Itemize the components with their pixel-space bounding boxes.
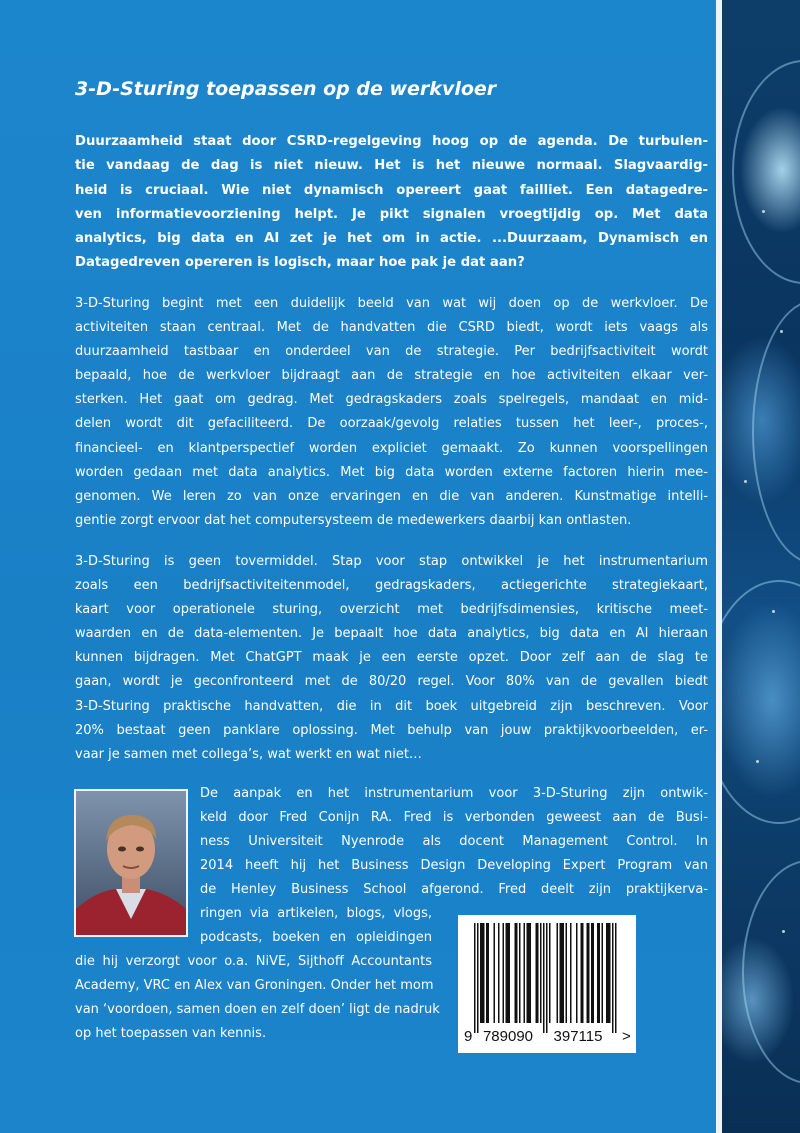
- text-line: tie vandaag de dag is niet nieuw. Het is het nieuwe normaal. Slagvaardig-: [75, 158, 708, 174]
- barcode-left-digits: 789090: [482, 1028, 534, 1045]
- author-bio-middle: [200, 902, 432, 950]
- barcode-bar: [566, 923, 568, 1023]
- intro-paragraph: [75, 130, 708, 276]
- barcode-right-digits: 397115: [553, 1028, 603, 1045]
- text-line: gaan, wordt je geconfronteerd met de 80/20 regel. Voor 80% van de gevallen biedt: [75, 674, 708, 690]
- barcode-bar: [557, 923, 559, 1023]
- barcode-bar: [477, 923, 479, 1033]
- text-line: genomen. We leren zo van onze ervaringen en die van anderen. Kunstmatige intelli-: [75, 488, 708, 504]
- text-line: kaart voor operationele sturing, overzicht met bedrijfsdimensies, kritische meet-: [75, 602, 708, 618]
- body-paragraph-2: [75, 550, 708, 767]
- barcode-bar: [597, 923, 599, 1023]
- text-line: sterken. Het gaat om gedrag. Met gedragskaders zoals spelregels, mandaat en mid-: [75, 392, 708, 408]
- barcode-bar: [609, 923, 611, 1023]
- barcode-bar: [483, 923, 485, 1023]
- barcode-bar: [576, 923, 578, 1023]
- barcode-bar: [527, 923, 529, 1023]
- barcode-bar: [516, 923, 518, 1023]
- text-line: Datagedreven opereren is logisch, maar hoe pak je dat aan?: [75, 255, 525, 271]
- text-line: 3-D-Sturing is geen tovermiddel. Stap voor stap ontwikkel je het instrumentarium: [75, 554, 708, 569]
- barcode-bar: [530, 923, 532, 1023]
- barcode-bar: [560, 923, 562, 1023]
- barcode-bar: [563, 923, 565, 1023]
- barcode-bar: [602, 923, 604, 1023]
- barcode-bar: [606, 923, 608, 1023]
- text-line: de Henley Business School afgerond. Fred deelt zijn praktijkerva-: [200, 882, 708, 897]
- barcode-bar: [561, 923, 563, 1023]
- barcode-bar: [599, 923, 601, 1023]
- barcode-bar: [498, 923, 500, 1023]
- text-line: kunnen bijdragen. Met ChatGPT maak je een eerste opzet. Door zelf aan de slag te: [75, 650, 708, 666]
- author-photo: [74, 789, 188, 937]
- author-bio-bottom: [75, 950, 440, 1046]
- barcode-bar: [588, 923, 590, 1023]
- text-line: op het toepassen van kennis.: [75, 1026, 267, 1041]
- text-line: Duurzaamheid staat door CSRD-regelgeving hoog op de agenda. De turbulen-: [75, 134, 708, 149]
- decorative-dot: [780, 330, 783, 333]
- decorative-arc: [722, 580, 800, 824]
- isbn-barcode: [458, 915, 636, 1053]
- barcode-bar: [488, 923, 490, 1023]
- barcode-bars: [474, 923, 617, 1033]
- text-line: 3-D-Sturing praktische handvatten, die in dit boek uitgebreid zijn beschreven. Voor: [75, 698, 708, 714]
- text-line: De aanpak en het instrumentarium voor 3-D-Sturing zijn ontwik-: [200, 786, 708, 801]
- barcode-bar: [507, 923, 509, 1023]
- barcode-bar: [536, 923, 538, 1023]
- tech-background-panel: [722, 0, 800, 1133]
- barcode-bar: [612, 923, 614, 1033]
- barcode-bar: [503, 923, 505, 1023]
- text-line: podcasts, boeken en opleidingen: [200, 930, 432, 945]
- text-line: ven informatievoorziening helpt. Je pikt signalen vroegtijdig op. Met data: [75, 206, 708, 222]
- author-bio-top: [200, 782, 708, 902]
- barcode-bar: [570, 923, 572, 1023]
- text-line: bepaald, hoe de werkvloer bijdraagt aan de strategie en hoe activiteiten elkaar ver-: [75, 368, 708, 384]
- barcode-bar: [543, 923, 545, 1033]
- barcode-bar: [509, 923, 511, 1023]
- text-line: vaar je samen met collega’s, wat werkt en wat niet…: [75, 746, 422, 762]
- barcode-bar: [537, 923, 539, 1023]
- text-line: duurzaamheid tastbaar en onderdeel van de strategie. Per bedrijfsactiviteit wordt: [75, 344, 708, 360]
- barcode-bar: [582, 923, 584, 1023]
- text-line: die hij verzorgt voor o.a. NiVE, Sijthoff Accountants: [75, 954, 432, 969]
- text-line: 3-D-Sturing begint met een duidelijk beeld van wat wij doen op de werkvloer. De: [75, 296, 708, 311]
- barcode-bar: [540, 923, 542, 1023]
- barcode-bar: [486, 923, 488, 1023]
- decorative-arc: [752, 300, 800, 564]
- text-line: gentie zorgt ervoor dat het computersysteem de medewerkers daarbij kan ontlasten.: [75, 512, 632, 528]
- decorative-dot: [772, 610, 775, 613]
- decorative-dot: [782, 930, 785, 933]
- barcode-bar: [482, 923, 484, 1023]
- text-line: heid is cruciaal. Wie niet dynamisch opereert gaat failliet. Een datagedre-: [75, 182, 708, 198]
- barcode-bar: [615, 923, 617, 1033]
- decorative-dot: [756, 760, 759, 763]
- text-line: analytics, big data en AI zet je het om in actie. ...Duurzaam, Dynamisch en: [75, 231, 708, 247]
- barcode-graphic: [458, 915, 636, 1053]
- decorative-dot: [762, 210, 765, 213]
- barcode-bar: [506, 923, 508, 1023]
- decorative-arc: [742, 860, 800, 1084]
- barcode-bar: [587, 923, 589, 1023]
- barcode-bar: [515, 923, 517, 1023]
- barcode-bar: [474, 923, 476, 1033]
- barcode-bar: [494, 923, 496, 1023]
- page-title: 3-D-Sturing toepassen op de werkvloer: [75, 78, 497, 100]
- body-paragraph-1: [75, 292, 708, 533]
- text-line: zoals een bedrijfsactiviteitenmodel, gedragskaders, actiegerichte strategiekaart,: [75, 578, 708, 594]
- decorative-arc: [732, 60, 800, 284]
- text-line: financieel- en klantperspectief worden expliciet gemaakt. Zo kunnen voorspellingen: [75, 440, 708, 456]
- barcode-bar: [593, 923, 595, 1023]
- text-line: delen wordt dit gefaciliteerd. De oorzaak/gevolg relaties tussen het leer-, proces-,: [75, 416, 708, 432]
- author-portrait-illustration: [76, 791, 186, 935]
- barcode-bar: [480, 923, 482, 1023]
- barcode-bar: [528, 923, 530, 1023]
- barcode-bar: [519, 923, 521, 1023]
- barcode-first-digit: 9: [464, 1028, 473, 1045]
- barcode-bar: [581, 923, 583, 1023]
- barcode-bar: [608, 923, 610, 1023]
- text-line: van ‘voordoen, samen doen en zelf doen’ ligt de nadruk: [75, 1002, 440, 1017]
- text-line: 20% bestaat geen panklare oplossing. Met behulp van jouw praktijkvoorbeelden, er-: [75, 722, 708, 738]
- text-line: keld door Fred Conijn RA. Fred is verbonden geweest aan de Busi-: [200, 810, 708, 825]
- text-line: waarden en de data-elementen. Je bepaalt hoe data analytics, big data en AI hieraan: [75, 626, 708, 642]
- text-line: activiteiten staan centraal. Met de handvatten die CSRD biedt, wordt iets vaags als: [75, 320, 708, 336]
- text-line: worden gedaan met data analytics. Met big data worden externe factoren hierin mee-: [75, 464, 708, 480]
- text-line: Academy, VRC en Alex van Groningen. Onder het mom: [75, 978, 434, 993]
- decorative-dot: [744, 480, 747, 483]
- barcode-bar: [549, 923, 551, 1023]
- text-line: ringen via artikelen, blogs, vlogs,: [200, 906, 432, 921]
- text-line: 2014 heeft hij het Business Design Developing Expert Program van: [200, 858, 708, 873]
- barcode-bar: [591, 923, 593, 1023]
- barcode-bar: [546, 923, 548, 1033]
- barcode-bar: [524, 923, 526, 1023]
- barcode-end-marker: >: [622, 1028, 631, 1045]
- text-line: ness Universiteit Nyenrode als docent Management Control. In: [200, 834, 708, 849]
